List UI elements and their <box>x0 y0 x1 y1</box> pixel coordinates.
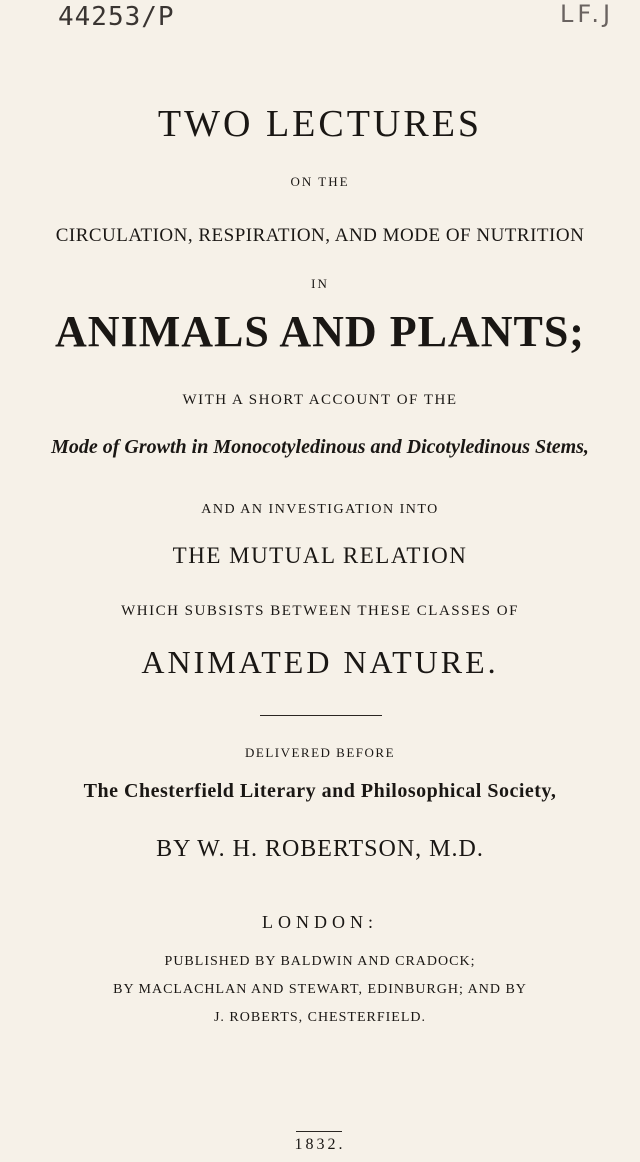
imprint-city: LONDON: <box>262 912 378 932</box>
investigation-text: AND AN INVESTIGATION INTO <box>201 502 439 517</box>
imprint-publisher-2: BY MACLACHLAN AND STEWART, EDINBURGH; AND BY <box>113 982 527 997</box>
publication-year: 1832. <box>294 1136 346 1153</box>
mode-of-growth-text: Mode of Growth in Monocotyledinous and Dicotyledinous Stems, <box>51 436 589 458</box>
delivered-before-text: DELIVERED BEFORE <box>244 745 396 760</box>
handwritten-mark: LF.J <box>560 0 615 28</box>
with-account-text: WITH A SHORT ACCOUNT OF THE <box>182 392 458 408</box>
imprint-publisher-1: PUBLISHED BY BALDWIN AND CRADOCK; <box>164 954 476 969</box>
subject-line: CIRCULATION, RESPIRATION, AND MODE OF NUTRITION <box>55 225 585 246</box>
imprint-rule <box>296 1131 342 1132</box>
animated-nature-text: ANIMATED NATURE. <box>141 644 499 680</box>
main-subject: ANIMALS AND PLANTS; <box>55 307 585 356</box>
divider-rule <box>260 715 382 716</box>
subsists-text: WHICH SUBSISTS BETWEEN THESE CLASSES OF <box>121 603 519 619</box>
book-title: TWO LECTURES <box>157 103 483 145</box>
author-line: BY W. H. ROBERTSON, M.D. <box>156 836 484 862</box>
imprint-publisher-3: J. ROBERTS, CHESTERFIELD. <box>213 1010 426 1025</box>
on-the-text: ON THE <box>290 174 350 189</box>
mutual-relation-text: THE MUTUAL RELATION <box>172 543 468 568</box>
in-text: IN <box>311 276 329 291</box>
handwritten-shelfmark: 44253/P <box>58 2 175 32</box>
society-name: The Chesterfield Literary and Philosophical Society, <box>83 780 557 802</box>
